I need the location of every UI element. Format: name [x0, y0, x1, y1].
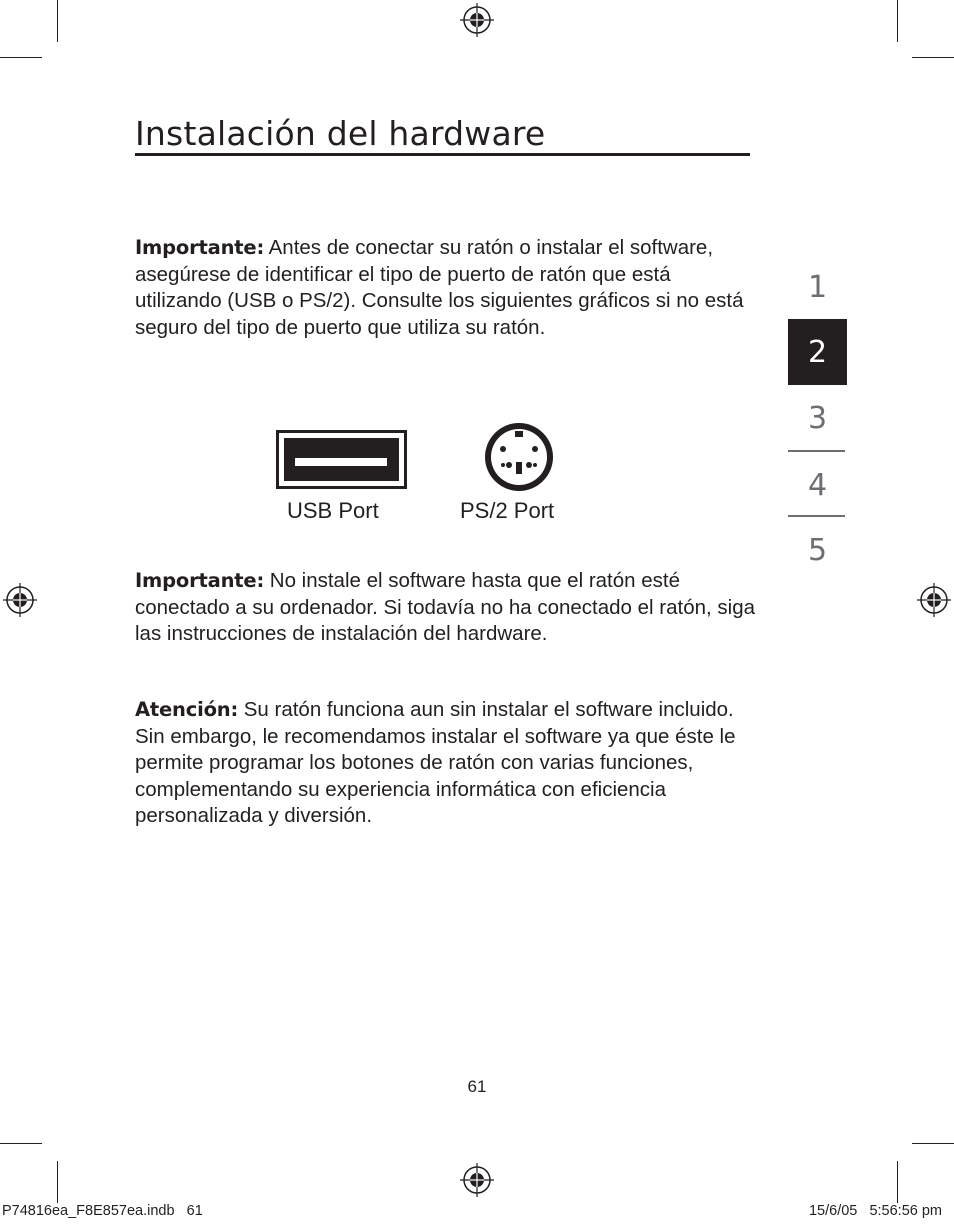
- note-label: Importante:: [135, 569, 265, 592]
- print-timestamp: 15/6/05 5:56:56 pm: [808, 1203, 942, 1219]
- crop-mark: [0, 1143, 42, 1144]
- file-info: P74816ea_F8E857ea.indb 61: [2, 1203, 203, 1219]
- registration-mark-icon: [917, 583, 951, 617]
- note-text: Antes de conectar su ratón o instalar el software, asegúrese de identificar el tipo de puerto de ratón que está utilizando (USB o PS/2). Consulte los siguientes gráficos si no está seguro del tipo de puerto que utiliza su ratón.: [135, 236, 744, 339]
- chapter-tab-5: 5: [807, 532, 828, 568]
- crop-mark: [0, 57, 42, 58]
- usb-port-label: USB Port: [287, 498, 379, 523]
- usb-port-icon: [276, 430, 407, 489]
- note-text: No instale el software hasta que el ratón esté conectado a su ordenador. Si todavía no ha conectado el ratón, siga las instrucciones de instalación del hardware.: [135, 569, 755, 645]
- crop-mark: [57, 0, 58, 42]
- note-important-install-order: [135, 568, 755, 648]
- ps2-port-label: PS/2 Port: [460, 498, 555, 523]
- registration-mark-icon: [3, 583, 37, 617]
- crop-mark: [912, 57, 954, 58]
- chapter-tab-2-active: 2: [788, 319, 847, 385]
- ps2-port-icon: [482, 421, 556, 493]
- registration-mark-icon: [460, 3, 494, 37]
- page-title: Instalación del hardware: [135, 114, 546, 153]
- chapter-tab-3: 3: [807, 400, 828, 436]
- crop-mark: [57, 1161, 58, 1203]
- chapter-tab-1: 1: [807, 269, 828, 305]
- note-label: Atención:: [135, 698, 239, 721]
- page-number: 61: [467, 1077, 487, 1096]
- registration-mark-icon: [460, 1163, 494, 1197]
- note-label: Importante:: [135, 236, 265, 259]
- note-important-identify-port: [135, 235, 755, 341]
- crop-mark: [897, 0, 898, 42]
- chapter-tab-4: 4: [807, 467, 828, 503]
- note-attention-software: [135, 697, 755, 830]
- note-text: Su ratón funciona aun sin instalar el software incluido. Sin embargo, le recomendamos instalar el software ya que éste le permite programar los botones de ratón con varias funciones, complementando su experiencia informática con eficiencia personalizada y diversión.: [135, 698, 736, 827]
- title-underline: [135, 153, 750, 156]
- crop-mark: [912, 1143, 954, 1144]
- crop-mark: [897, 1161, 898, 1203]
